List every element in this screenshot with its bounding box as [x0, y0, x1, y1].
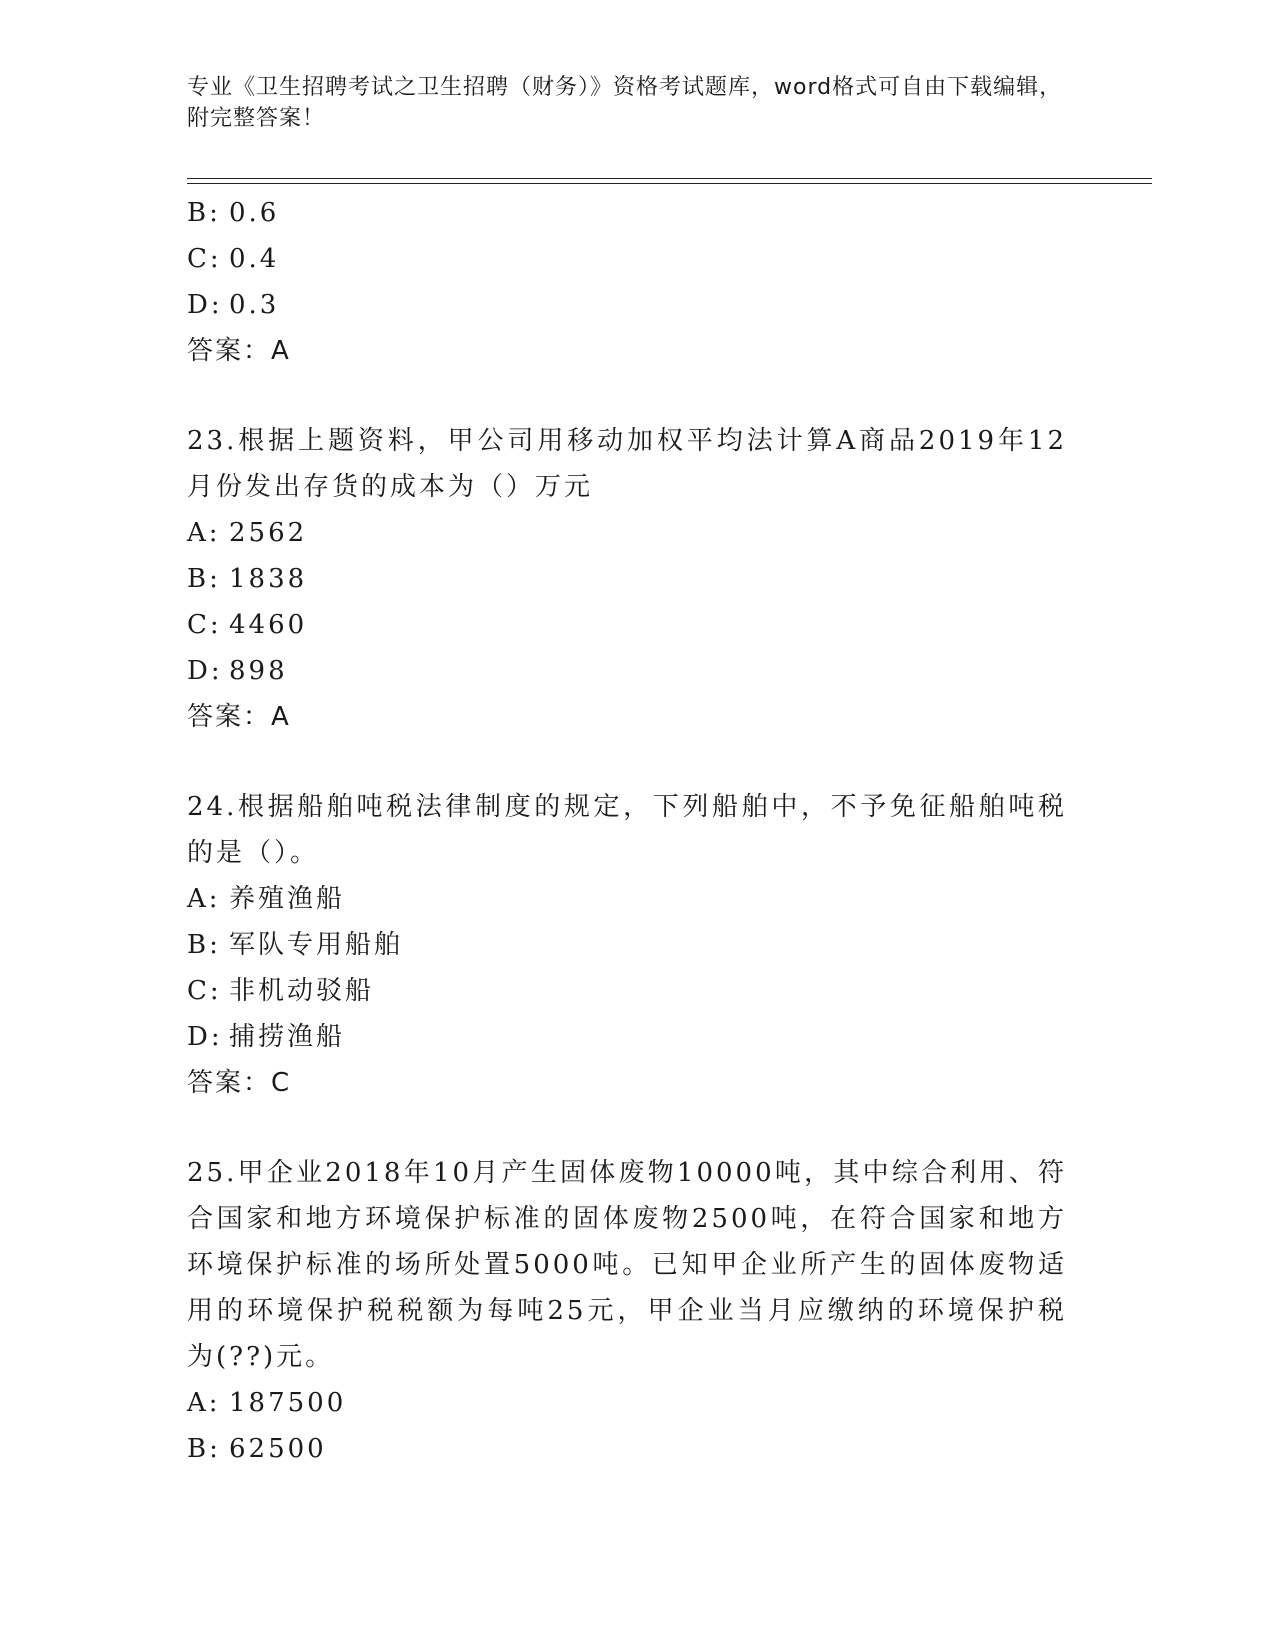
option-text: 0.3	[229, 290, 280, 320]
answer-line: 答案：C	[187, 1068, 292, 1098]
option-key: A:	[187, 884, 221, 914]
option-key: A:	[187, 1388, 221, 1418]
option-key: D:	[187, 1022, 223, 1052]
option-key: C:	[187, 610, 222, 640]
option-text: 非机动驳船	[229, 976, 375, 1006]
option-key: A:	[187, 518, 221, 548]
option-key: B:	[187, 198, 221, 228]
option-d	[187, 648, 1067, 694]
option-c	[187, 602, 1067, 648]
header-divider-bottom	[187, 183, 1152, 184]
option-b	[187, 922, 1067, 968]
question-block-24	[187, 784, 1067, 1106]
option-text: 养殖渔船	[229, 884, 346, 914]
question-block-25	[187, 1150, 1067, 1472]
question-text: 25.甲企业2018年10月产生固体废物10000吨，其中综合利用、符合国家和地方环境保护标准的固体废物2500吨，在符合国家和地方环境保护标准的场所处置5000吨。已知甲企业所产生的固体废物适用的环境保护税税额为每吨25元，甲企业当月应缴纳的环境保护税为(??)元。	[187, 1158, 1067, 1372]
option-key: B:	[187, 1434, 221, 1464]
option-key: B:	[187, 564, 221, 594]
option-text: 捕捞渔船	[229, 1022, 346, 1052]
option-d	[187, 282, 1067, 328]
question-text: 23.根据上题资料，甲公司用移动加权平均法计算A商品2019年12月份发出存货的成本为（）万元	[187, 426, 1067, 502]
question-text: 24.根据船舶吨税法律制度的规定，下列船舶中，不予免征船舶吨税的是（）。	[187, 792, 1067, 868]
option-key: C:	[187, 244, 222, 274]
answer-line: 答案：A	[187, 336, 291, 366]
question-list	[187, 190, 1067, 1472]
option-key: C:	[187, 976, 222, 1006]
option-a	[187, 876, 1067, 922]
option-text: 1838	[229, 564, 308, 594]
option-a	[187, 1380, 1067, 1426]
option-text: 62500	[229, 1434, 327, 1464]
option-c	[187, 236, 1067, 282]
option-text: 898	[229, 656, 288, 686]
option-a	[187, 510, 1067, 556]
option-text: 0.6	[229, 198, 280, 228]
option-key: D:	[187, 656, 223, 686]
page-header: 专业《卫生招聘考试之卫生招聘（财务）》资格考试题库，word格式可自由下载编辑，附完整答案！	[187, 75, 1063, 131]
header-divider-top	[187, 178, 1152, 179]
option-text: 2562	[229, 518, 308, 548]
option-key: D:	[187, 290, 223, 320]
option-text: 4460	[229, 610, 308, 640]
question-block-22	[187, 190, 1067, 374]
option-key: B:	[187, 930, 221, 960]
option-b	[187, 1426, 1067, 1472]
option-text: 0.4	[229, 244, 280, 274]
option-c	[187, 968, 1067, 1014]
option-b	[187, 190, 1067, 236]
option-text: 军队专用船舶	[229, 930, 404, 960]
question-block-23	[187, 418, 1067, 740]
option-d	[187, 1014, 1067, 1060]
option-b	[187, 556, 1067, 602]
option-text: 187500	[229, 1388, 347, 1418]
answer-line: 答案：A	[187, 702, 291, 732]
